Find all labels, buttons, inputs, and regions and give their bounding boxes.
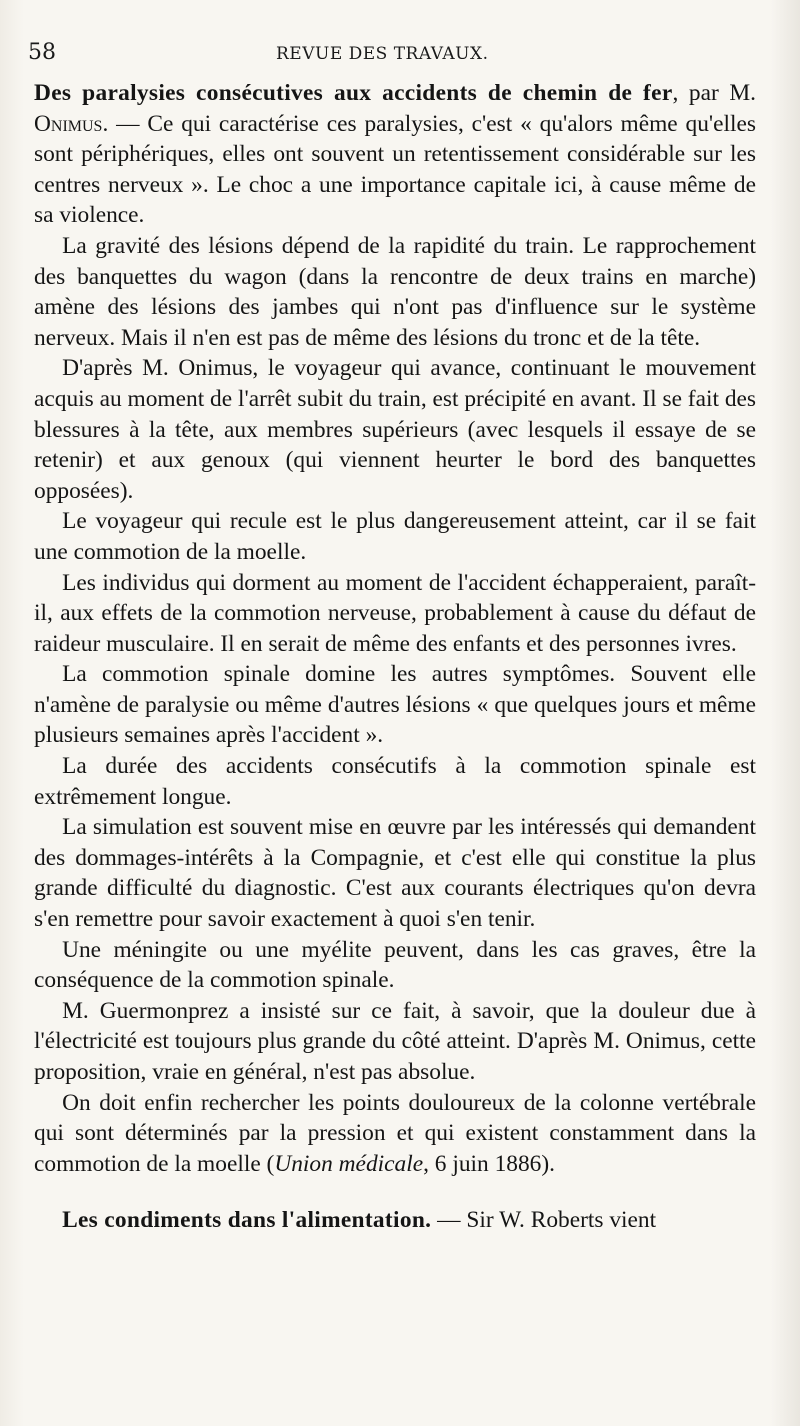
article-byline: , par M.	[672, 80, 756, 106]
next-article-title: Les condiments dans l'alimentation.	[62, 1207, 432, 1234]
next-article-paragraph	[34, 1205, 756, 1236]
paragraph: Le voyageur qui recule est le plus dangereusement atteint, car il se fait une commotion de la moelle.	[34, 508, 756, 565]
citation-date: , 6 juin 1886).	[423, 1150, 555, 1177]
paragraph: Une méningite ou une myélite peuvent, dans les cas graves, être la conséquence de la commotion spinale.	[34, 936, 756, 994]
running-title: REVUE DES TRAVAUX.	[276, 44, 489, 64]
article-author: Onimus	[34, 110, 103, 137]
paragraph-with-citation	[34, 1088, 756, 1180]
citation-journal: Union médicale	[274, 1150, 424, 1177]
article-body	[34, 78, 756, 1236]
paragraph: D'après M. Onimus, le voyageur qui avance, continuant le mouvement acquis au moment de l'arrêt subit du train, est précipité en avant. Il se fait des blessures à la tête, aux membres supérieurs (avec lesquels il essaye de se retenir) et aux genoux (qui viennent heurter le bord des banquettes opposées).	[34, 355, 756, 504]
article-title: Des paralysies consécutives aux accidents de chemin de fer	[34, 80, 673, 106]
paragraph: Les individus qui dorment au moment de l'accident échapperaient, paraît-il, aux effets de la commotion nerveuse, probablement à cause du défaut de raideur musculaire. Il en serait de même des enfants et des personnes ivres.	[34, 569, 756, 657]
citation-paragraph-text: On doit enfin rechercher les points douloureux de la colonne vertébrale qui sont déterminés par la pression et qui existent constamment dans la commotion de la moelle (	[34, 1089, 756, 1177]
paragraph: M. Guermonprez a insisté sur ce fait, à savoir, que la douleur due à l'électricité est toujours plus grande du côté atteint. D'après M. Onimus, cette proposition, vraie en général, n'est pas absolue.	[34, 997, 756, 1085]
article-opening-text: . — Ce qui caractérise ces paralysies, c'est « qu'alors même qu'elles sont périphériques, elles ont souvent un retentissement considérable sur les centres nerveux ». Le choc a une importance capitale ici, à cause même de sa violence.	[34, 110, 756, 229]
paragraph: La simulation est souvent mise en œuvre par les intéressés qui demandent des dommages-intérêts à la Compagnie, et c'est elle qui constitue la plus grande difficulté du diagnostic. C'est aux courants électriques qu'on devra s'en remettre pour savoir exactement à quoi s'en tenir.	[34, 814, 756, 933]
paragraph: La commotion spinale domine les autres symptômes. Souvent elle n'amène de paralysie ou même d'autres lésions « que quelques jours et même plusieurs semaines après l'accident ».	[34, 661, 756, 749]
article-intro-paragraph	[34, 78, 756, 231]
paragraph: La durée des accidents consécutifs à la commotion spinale est extrêmement longue.	[34, 753, 756, 810]
paragraph: La gravité des lésions dépend de la rapidité du train. Le rapprochement des banquettes du wagon (dans la rencontre de deux trains en marche) amène des lésions des jambes qui n'ont pas d'influence sur le système nerveux. Mais il n'en est pas de même des lésions du tronc et de la tête.	[34, 232, 756, 351]
next-article-lead: — Sir W. Roberts vient	[431, 1207, 657, 1234]
running-head	[28, 40, 768, 70]
page-number: 58	[28, 40, 56, 65]
